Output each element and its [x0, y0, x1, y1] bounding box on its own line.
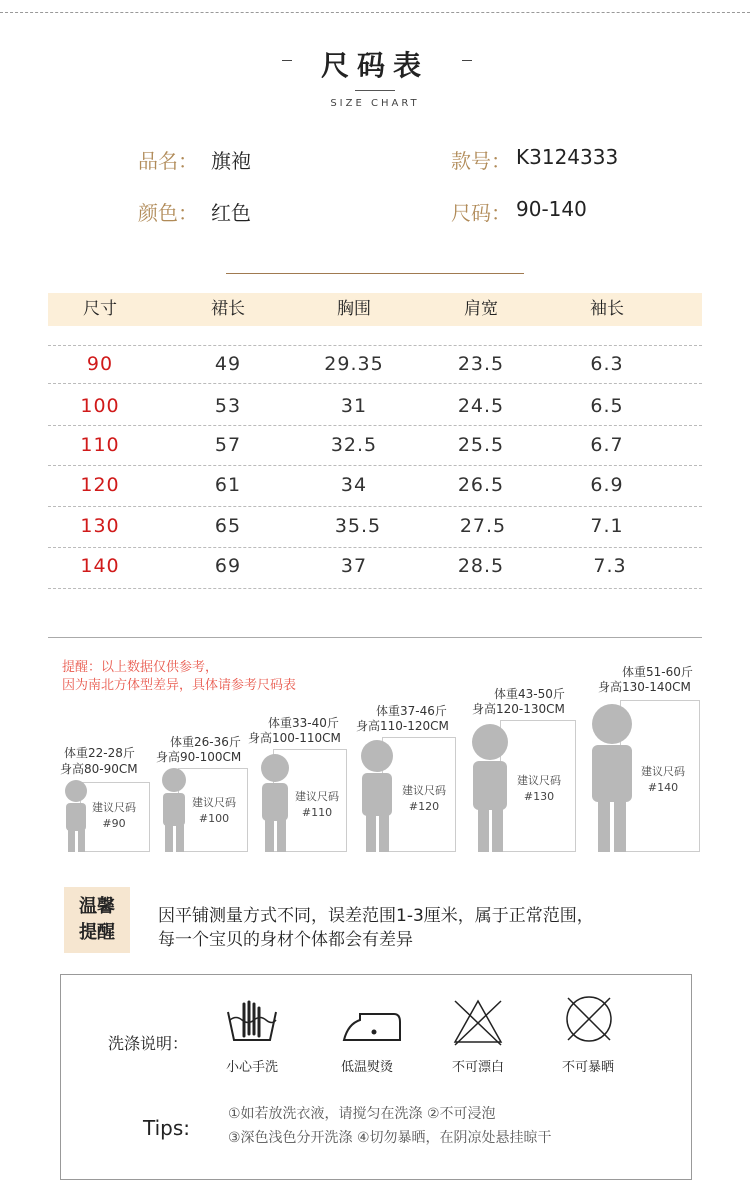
- table-cell: 6.9: [590, 474, 624, 496]
- warm-note-badge-line2: 提醒: [79, 922, 115, 943]
- table-cell-size: 110: [80, 434, 120, 456]
- kid-height: 身高80-90CM: [60, 762, 138, 776]
- table-cell: 35.5: [334, 515, 382, 537]
- table-cell: 23.5: [457, 353, 505, 375]
- top-dashed-divider: [0, 12, 750, 13]
- no-bleach-icon: [452, 998, 504, 1046]
- kid-weight: 体重26-36斤: [170, 735, 241, 749]
- kid-suggest-size: #100: [198, 812, 230, 825]
- table-cell: 6.5: [590, 395, 624, 417]
- kid-suggest-size: #90: [102, 817, 126, 830]
- row-divider: [48, 547, 702, 548]
- wash-title: 洗涤说明：: [108, 1034, 189, 1053]
- kid-suggest-label: 建议尺码: [295, 790, 339, 803]
- table-cell: 7.3: [593, 555, 627, 577]
- table-cell-size: 130: [80, 515, 120, 537]
- color-label: 颜色：: [138, 201, 198, 225]
- table-cell-size: 140: [80, 555, 120, 577]
- row-divider: [48, 425, 702, 426]
- hand-wash-icon: [224, 1000, 280, 1044]
- warm-note-badge: [64, 887, 130, 953]
- table-cell: 6.3: [590, 353, 624, 375]
- size-label: 尺码：: [451, 201, 511, 225]
- table-cell: 24.5: [457, 395, 505, 417]
- name-label: 品名：: [138, 149, 198, 173]
- table-cell-size: 120: [80, 474, 120, 496]
- kid-height: 身高110-120CM: [356, 719, 449, 733]
- kid-weight: 体重33-40斤: [268, 716, 339, 730]
- kid-weight: 体重37-46斤: [376, 704, 447, 718]
- kid-weight: 体重51-60斤: [622, 665, 693, 679]
- child-silhouette-icon: [466, 722, 514, 854]
- table-cell: 61: [214, 474, 242, 496]
- row-divider: [48, 345, 702, 346]
- kid-suggest-label: 建议尺码: [192, 796, 236, 809]
- no-bleach-label: 不可漂白: [451, 1060, 504, 1075]
- size-value: 90-140: [516, 197, 587, 221]
- col-header-shoulder: 肩宽: [464, 299, 498, 319]
- table-cell: 69: [214, 555, 242, 577]
- table-cell: 26.5: [457, 474, 505, 496]
- hand-wash-label: 小心手洗: [225, 1060, 278, 1075]
- page-subtitle: SIZE CHART: [330, 98, 420, 109]
- kid-suggest-label: 建议尺码: [92, 801, 136, 814]
- kid-suggest-label: 建议尺码: [517, 774, 561, 787]
- kid-height: 身高100-110CM: [248, 731, 341, 745]
- kid-weight: 体重22-28斤: [64, 746, 135, 760]
- table-cell: 65: [214, 515, 242, 537]
- table-cell: 28.5: [457, 555, 505, 577]
- kid-suggest-size: #130: [523, 790, 555, 803]
- style-value: K3124333: [516, 145, 619, 169]
- kid-weight: 体重43-50斤: [494, 687, 565, 701]
- color-value: 红色: [211, 201, 251, 225]
- table-cell: 31: [340, 395, 368, 417]
- table-cell: 32.5: [330, 434, 378, 456]
- col-header-sleeve: 袖长: [590, 299, 624, 319]
- no-sun-label: 不可暴晒: [561, 1060, 614, 1075]
- col-header-size: 尺寸: [83, 299, 117, 319]
- table-cell: 6.7: [590, 434, 624, 456]
- col-header-length: 裙长: [211, 299, 245, 319]
- low-iron-icon: [340, 1008, 406, 1044]
- tips-label: Tips:: [143, 1116, 191, 1140]
- table-cell: 29.35: [324, 353, 384, 375]
- row-divider: [48, 383, 702, 384]
- child-silhouette-icon: [155, 766, 193, 854]
- reminder-line-2: 因为南北方体型差异，具体请参考尺码表: [62, 678, 297, 693]
- child-silhouette-icon: [355, 738, 399, 854]
- table-cell: 49: [214, 353, 242, 375]
- kid-height: 身高90-100CM: [156, 750, 242, 764]
- tip-line-1: ①如若放洗衣液，请搅匀在洗涤 ②不可浸泡: [228, 1106, 496, 1122]
- kid-height: 身高130-140CM: [598, 680, 691, 694]
- table-cell: 34: [340, 474, 368, 496]
- kid-suggest-size: #120: [408, 800, 440, 813]
- low-iron-label: 低温熨烫: [340, 1060, 393, 1075]
- tip-line-2: ③深色浅色分开洗涤 ④切勿暴晒，在阴凉处悬挂晾干: [228, 1130, 552, 1146]
- kid-height: 身高120-130CM: [472, 702, 565, 716]
- table-cell: 27.5: [459, 515, 507, 537]
- page-title: 尺码表: [320, 49, 429, 82]
- section-divider: [48, 637, 702, 638]
- table-cell-size: 90: [86, 353, 114, 375]
- table-cell: 57: [214, 434, 242, 456]
- col-header-bust: 胸围: [337, 299, 371, 319]
- table-cell: 37: [340, 555, 368, 577]
- warm-note-text-2: 每一个宝贝的身材个体都会有差异: [158, 930, 413, 950]
- row-divider: [48, 506, 702, 507]
- title-underline: [355, 90, 395, 91]
- style-label: 款号：: [451, 149, 511, 173]
- child-silhouette-icon: [585, 702, 639, 854]
- title-right-dash: [462, 60, 472, 61]
- reminder-line-1: 提醒：以上数据仅供参考，: [62, 660, 219, 675]
- warm-note-badge-line1: 温馨: [79, 896, 115, 917]
- row-divider: [48, 465, 702, 466]
- name-value: 旗袍: [211, 149, 251, 173]
- table-cell: 7.1: [590, 515, 624, 537]
- table-cell: 53: [214, 395, 242, 417]
- kid-suggest-size: #110: [301, 806, 333, 819]
- row-divider: [48, 588, 702, 589]
- table-cell: 25.5: [457, 434, 505, 456]
- no-sun-icon: [563, 993, 615, 1045]
- kid-suggest-label: 建议尺码: [641, 765, 685, 778]
- table-cell-size: 100: [80, 395, 120, 417]
- kid-suggest-label: 建议尺码: [402, 784, 446, 797]
- warm-note-text-1: 因平铺测量方式不同，误差范围1-3厘米，属于正常范围，: [158, 906, 594, 926]
- kid-suggest-size: #140: [647, 781, 679, 794]
- info-separator: [226, 273, 524, 274]
